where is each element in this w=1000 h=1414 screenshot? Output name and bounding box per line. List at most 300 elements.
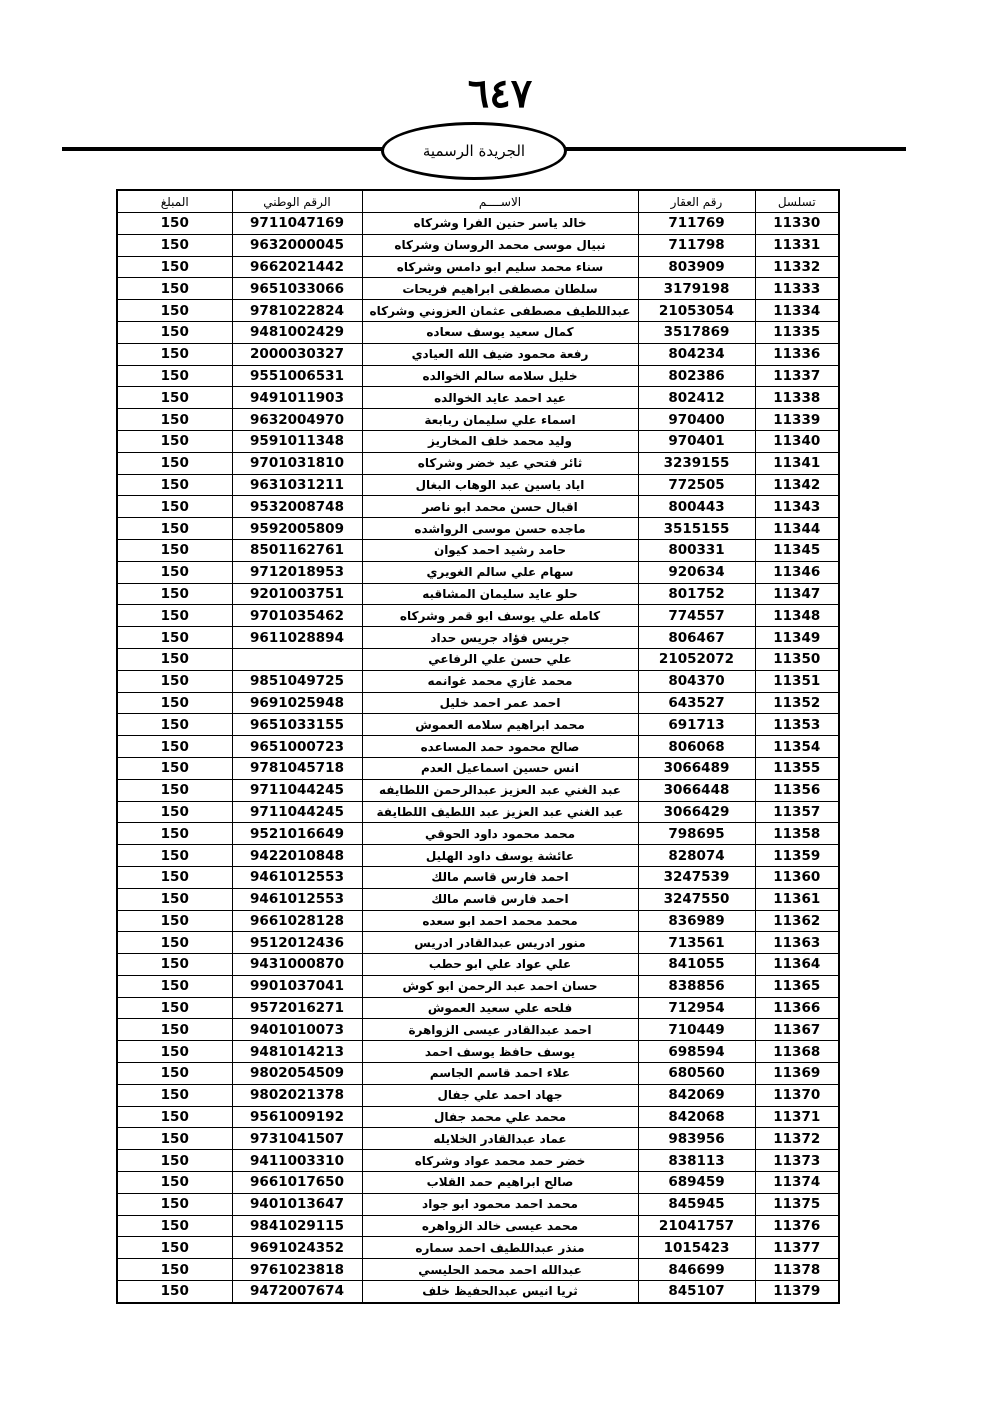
cell-national-no: 9401010073 [232,1019,362,1041]
cell-name: خضر حمد محمد عواد وشركاه [362,1150,638,1172]
cell-serial: 11373 [755,1150,839,1172]
cell-amount: 150 [117,539,232,561]
cell-property-no: 838113 [638,1150,755,1172]
cell-property-no: 711769 [638,213,755,235]
cell-amount: 150 [117,278,232,300]
cell-property-no: 845107 [638,1281,755,1303]
cell-serial: 11363 [755,932,839,954]
cell-amount: 150 [117,1150,232,1172]
cell-serial: 11359 [755,845,839,867]
gazette-title: الجريدة الرسمية [422,142,526,160]
cell-name: عبداللطيف مصطفى عثمان العزوني وشركاه [362,300,638,322]
table-row [117,474,839,496]
cell-name: كامله علي يوسف ابو قمر وشركاه [362,605,638,627]
cell-amount: 150 [117,409,232,431]
table-row [117,932,839,954]
cell-serial: 11347 [755,583,839,605]
table-row [117,213,839,235]
cell-amount: 150 [117,757,232,779]
cell-amount: 150 [117,975,232,997]
cell-amount: 150 [117,452,232,474]
table-row [117,714,839,736]
cell-national-no: 9592005809 [232,518,362,540]
column-header-national-no: الرقم الوطني [232,190,362,213]
cell-national-no: 8501162761 [232,539,362,561]
cell-name: محمد محمود داود الحوقي [362,823,638,845]
cell-national-no: 9651033066 [232,278,362,300]
cell-serial: 11376 [755,1215,839,1237]
cell-amount: 150 [117,954,232,976]
cell-name: عائشة يوسف داود الهليل [362,845,638,867]
cell-national-no: 9512012436 [232,932,362,954]
table-row [117,278,839,300]
cell-amount: 150 [117,692,232,714]
table-row [117,256,839,278]
table-body [117,213,839,1303]
cell-name: محمد محمد احمد ابو سعده [362,910,638,932]
cell-name: رفعة محمود ضيف الله العيادي [362,343,638,365]
cell-name: سلطان مصطفى ابراهيم فريحات [362,278,638,300]
cell-property-no: 970400 [638,409,755,431]
cell-name: ماجده حسن موسى الرواشده [362,518,638,540]
cell-property-no: 841055 [638,954,755,976]
cell-amount: 150 [117,779,232,801]
cell-name: محمد غازي محمد غوانمه [362,670,638,692]
cell-name: عبد الغني عبد العزيز عبد اللطيف اللطايفة [362,801,638,823]
cell-serial: 11346 [755,561,839,583]
table-row [117,1215,839,1237]
cell-name: خالد ياسر حنين الفرا وشركاه [362,213,638,235]
cell-name: عبدالله احمد محمد الحليسي [362,1259,638,1281]
table-row [117,801,839,823]
cell-name: منذر عبداللطيف احمد سماره [362,1237,638,1259]
table-row [117,954,839,976]
table-row [117,409,839,431]
cell-property-no: 3239155 [638,452,755,474]
cell-property-no: 828074 [638,845,755,867]
cell-name: محمد عيسى خالد الزواهره [362,1215,638,1237]
cell-serial: 11353 [755,714,839,736]
cell-amount: 150 [117,866,232,888]
cell-name: احمد فارس قاسم مالك [362,866,638,888]
table-row [117,496,839,518]
cell-amount: 150 [117,1128,232,1150]
table-row [117,779,839,801]
cell-amount: 150 [117,932,232,954]
cell-name: حامد رشيد احمد كيوان [362,539,638,561]
table-row [117,1128,839,1150]
cell-property-no: 806467 [638,627,755,649]
table-row [117,1063,839,1085]
cell-national-no: 9631031211 [232,474,362,496]
column-header-serial: تسلسل [755,190,839,213]
cell-property-no: 801752 [638,583,755,605]
column-header-amount: المبلغ [117,190,232,213]
table-row [117,736,839,758]
cell-serial: 11345 [755,539,839,561]
cell-amount: 150 [117,387,232,409]
cell-name: عبد الغني عبد العزيز عبدالرحمن اللطايفه [362,779,638,801]
cell-amount: 150 [117,300,232,322]
cell-national-no [232,648,362,670]
table-row [117,845,839,867]
cell-amount: 150 [117,474,232,496]
cell-serial: 11338 [755,387,839,409]
cell-national-no: 9591011348 [232,430,362,452]
cell-property-no: 774557 [638,605,755,627]
cell-national-no: 9651033155 [232,714,362,736]
table-header [117,190,839,213]
cell-property-no: 1015423 [638,1237,755,1259]
cell-property-no: 643527 [638,692,755,714]
cell-property-no: 713561 [638,932,755,954]
cell-name: احمد فارس قاسم مالك [362,888,638,910]
cell-amount: 150 [117,1215,232,1237]
cell-amount: 150 [117,714,232,736]
cell-name: انس حسين اسماعيل العدم [362,757,638,779]
cell-national-no: 9661028128 [232,910,362,932]
cell-serial: 11351 [755,670,839,692]
cell-serial: 11330 [755,213,839,235]
cell-national-no: 9201003751 [232,583,362,605]
cell-property-no: 970401 [638,430,755,452]
table-row [117,1193,839,1215]
cell-national-no: 9461012553 [232,888,362,910]
cell-national-no: 9691025948 [232,692,362,714]
cell-property-no: 3517869 [638,321,755,343]
table-row [117,321,839,343]
table-row [117,539,839,561]
cell-national-no: 9461012553 [232,866,362,888]
cell-property-no: 802412 [638,387,755,409]
cell-serial: 11356 [755,779,839,801]
cell-property-no: 3066489 [638,757,755,779]
cell-name: صالح ابراهيم حمد القلاب [362,1172,638,1194]
table-row [117,648,839,670]
cell-name: خليل سلامه سالم الخوالده [362,365,638,387]
cell-property-no: 842069 [638,1084,755,1106]
cell-name: محمد احمد محمود ابو جواد [362,1193,638,1215]
cell-name: احمد عبدالقادر عيسى الزواهرة [362,1019,638,1041]
cell-serial: 11350 [755,648,839,670]
cell-national-no: 9691024352 [232,1237,362,1259]
table-row [117,561,839,583]
cell-property-no: 3179198 [638,278,755,300]
table-row [117,365,839,387]
cell-serial: 11365 [755,975,839,997]
table-row [117,692,839,714]
cell-amount: 150 [117,888,232,910]
cell-national-no: 9472007674 [232,1281,362,1303]
cell-property-no: 712954 [638,997,755,1019]
cell-national-no: 9841029115 [232,1215,362,1237]
cell-national-no: 2000030327 [232,343,362,365]
table-row [117,452,839,474]
cell-amount: 150 [117,1237,232,1259]
cell-property-no: 804370 [638,670,755,692]
cell-national-no: 9731041507 [232,1128,362,1150]
cell-serial: 11371 [755,1106,839,1128]
page-number: ٦٤٧ [467,70,533,117]
cell-name: وليد محمد خلف المخاريز [362,430,638,452]
cell-amount: 150 [117,997,232,1019]
cell-national-no: 9411003310 [232,1150,362,1172]
cell-serial: 11377 [755,1237,839,1259]
cell-property-no: 845945 [638,1193,755,1215]
cell-name: كمال سعيد يوسف سعاده [362,321,638,343]
cell-property-no: 838856 [638,975,755,997]
cell-amount: 150 [117,321,232,343]
cell-amount: 150 [117,1259,232,1281]
cell-serial: 11372 [755,1128,839,1150]
cell-national-no: 9632000045 [232,234,362,256]
table-row [117,234,839,256]
cell-national-no: 9711044245 [232,801,362,823]
cell-serial: 11334 [755,300,839,322]
cell-serial: 11337 [755,365,839,387]
cell-national-no: 9851049725 [232,670,362,692]
cell-serial: 11357 [755,801,839,823]
cell-name: يوسف حافظ يوسف احمد [362,1041,638,1063]
cell-property-no: 836989 [638,910,755,932]
cell-name: محمد علي محمد جفال [362,1106,638,1128]
table-row [117,627,839,649]
cell-property-no: 3066448 [638,779,755,801]
table-row [117,1019,839,1041]
cell-amount: 150 [117,583,232,605]
cell-serial: 11349 [755,627,839,649]
cell-amount: 150 [117,670,232,692]
cell-amount: 150 [117,1172,232,1194]
cell-serial: 11360 [755,866,839,888]
cell-name: منور ادريس عبدالقادر ادريس [362,932,638,954]
cell-national-no: 9491011903 [232,387,362,409]
cell-amount: 150 [117,605,232,627]
records-table [116,189,840,1304]
cell-national-no: 9781022824 [232,300,362,322]
table-row [117,387,839,409]
cell-amount: 150 [117,365,232,387]
cell-serial: 11375 [755,1193,839,1215]
cell-name: علي حسن علي الرفاعي [362,648,638,670]
cell-serial: 11367 [755,1019,839,1041]
cell-serial: 11340 [755,430,839,452]
cell-name: احمد عمر احمد خليل [362,692,638,714]
cell-amount: 150 [117,1193,232,1215]
cell-amount: 150 [117,648,232,670]
cell-name: اقبال حسن محمد ابو ناصر [362,496,638,518]
cell-property-no: 21053054 [638,300,755,322]
cell-amount: 150 [117,430,232,452]
cell-national-no: 9661017650 [232,1172,362,1194]
cell-property-no: 806068 [638,736,755,758]
table-row [117,997,839,1019]
cell-amount: 150 [117,343,232,365]
cell-property-no: 698594 [638,1041,755,1063]
cell-serial: 11339 [755,409,839,431]
cell-amount: 150 [117,561,232,583]
cell-property-no: 798695 [638,823,755,845]
cell-serial: 11379 [755,1281,839,1303]
cell-name: اسماء علي سليمان ربابعة [362,409,638,431]
cell-national-no: 9781045718 [232,757,362,779]
cell-amount: 150 [117,256,232,278]
cell-property-no: 691713 [638,714,755,736]
cell-serial: 11366 [755,997,839,1019]
cell-serial: 11331 [755,234,839,256]
cell-property-no: 803909 [638,256,755,278]
gazette-title-oval [381,122,567,180]
cell-serial: 11358 [755,823,839,845]
cell-national-no: 9701031810 [232,452,362,474]
cell-name: عيد احمد عايد الخوالده [362,387,638,409]
cell-amount: 150 [117,213,232,235]
cell-national-no: 9632004970 [232,409,362,431]
cell-amount: 150 [117,1281,232,1303]
cell-name: اياد ياسين عبد الوهاب البغال [362,474,638,496]
table-row [117,583,839,605]
cell-property-no: 3066429 [638,801,755,823]
cell-serial: 11370 [755,1084,839,1106]
cell-property-no: 689459 [638,1172,755,1194]
table-row [117,1259,839,1281]
cell-amount: 150 [117,1041,232,1063]
cell-national-no: 9431000870 [232,954,362,976]
cell-serial: 11344 [755,518,839,540]
table-row [117,866,839,888]
cell-national-no: 9481002429 [232,321,362,343]
cell-property-no: 3247539 [638,866,755,888]
table-row [117,1281,839,1303]
cell-serial: 11336 [755,343,839,365]
cell-national-no: 9802054509 [232,1063,362,1085]
cell-national-no: 9572016271 [232,997,362,1019]
cell-national-no: 9662021442 [232,256,362,278]
cell-amount: 150 [117,823,232,845]
table-row [117,975,839,997]
cell-amount: 150 [117,518,232,540]
cell-national-no: 9802021378 [232,1084,362,1106]
cell-amount: 150 [117,234,232,256]
cell-national-no: 9481014213 [232,1041,362,1063]
cell-serial: 11343 [755,496,839,518]
table-row [117,757,839,779]
cell-name: عماد عبدالقادر الخلايله [362,1128,638,1150]
cell-amount: 150 [117,1019,232,1041]
table-row [117,888,839,910]
header-row [117,190,839,213]
table-row [117,670,839,692]
table-row [117,1106,839,1128]
cell-amount: 150 [117,845,232,867]
cell-property-no: 842068 [638,1106,755,1128]
column-header-name: الاســــم [362,190,638,213]
cell-name: حلو عايد سليمان المشاقبه [362,583,638,605]
cell-national-no: 9521016649 [232,823,362,845]
cell-name: سهام علي سالم الغويري [362,561,638,583]
cell-property-no: 802386 [638,365,755,387]
cell-national-no: 9761023818 [232,1259,362,1281]
cell-serial: 11378 [755,1259,839,1281]
cell-name: ثائر فتحي عيد خضر وشركاه [362,452,638,474]
table-row [117,1041,839,1063]
cell-name: نبيال موسى محمد الروسان وشركاه [362,234,638,256]
cell-name: حسان احمد عبد الرحمن ابو كوش [362,975,638,997]
cell-name: جهاد احمد علي جفال [362,1084,638,1106]
cell-national-no: 9551006531 [232,365,362,387]
cell-serial: 11355 [755,757,839,779]
cell-property-no: 800443 [638,496,755,518]
cell-name: علي عواد علي ابو حطب [362,954,638,976]
cell-serial: 11362 [755,910,839,932]
cell-serial: 11364 [755,954,839,976]
cell-national-no: 9711047169 [232,213,362,235]
cell-amount: 150 [117,496,232,518]
cell-national-no: 9901037041 [232,975,362,997]
cell-amount: 150 [117,627,232,649]
cell-name: سناء محمد سليم ابو دامس وشركاه [362,256,638,278]
cell-amount: 150 [117,1084,232,1106]
cell-name: جريس فؤاد جريس حداد [362,627,638,649]
cell-national-no: 9611028894 [232,627,362,649]
cell-property-no: 680560 [638,1063,755,1085]
cell-property-no: 846699 [638,1259,755,1281]
table-row [117,430,839,452]
cell-name: ثريا انيس عبدالحفيظ خلف [362,1281,638,1303]
cell-amount: 150 [117,910,232,932]
cell-property-no: 21052072 [638,648,755,670]
table-row [117,518,839,540]
cell-national-no: 9701035462 [232,605,362,627]
cell-name: محمد ابراهيم سلامه العموش [362,714,638,736]
cell-property-no: 920634 [638,561,755,583]
cell-national-no: 9651000723 [232,736,362,758]
cell-national-no: 9401013647 [232,1193,362,1215]
cell-amount: 150 [117,1106,232,1128]
cell-national-no: 9712018953 [232,561,362,583]
cell-serial: 11342 [755,474,839,496]
table-row [117,300,839,322]
table-row [117,1084,839,1106]
cell-property-no: 711798 [638,234,755,256]
cell-property-no: 983956 [638,1128,755,1150]
cell-property-no: 3247550 [638,888,755,910]
cell-serial: 11333 [755,278,839,300]
cell-national-no: 9532008748 [232,496,362,518]
cell-national-no: 9711044245 [232,779,362,801]
cell-national-no: 9422010848 [232,845,362,867]
cell-national-no: 9561009192 [232,1106,362,1128]
cell-name: فلحه علي سعيد العموش [362,997,638,1019]
table-row [117,823,839,845]
cell-amount: 150 [117,801,232,823]
cell-serial: 11354 [755,736,839,758]
table-row [117,1172,839,1194]
cell-name: علاء احمد قاسم الجاسم [362,1063,638,1085]
cell-serial: 11374 [755,1172,839,1194]
cell-serial: 11361 [755,888,839,910]
cell-serial: 11332 [755,256,839,278]
cell-property-no: 710449 [638,1019,755,1041]
cell-property-no: 21041757 [638,1215,755,1237]
cell-property-no: 804234 [638,343,755,365]
cell-serial: 11368 [755,1041,839,1063]
table-row [117,1150,839,1172]
cell-property-no: 772505 [638,474,755,496]
cell-name: صالح محمود حمد المساعده [362,736,638,758]
cell-amount: 150 [117,1063,232,1085]
cell-serial: 11352 [755,692,839,714]
